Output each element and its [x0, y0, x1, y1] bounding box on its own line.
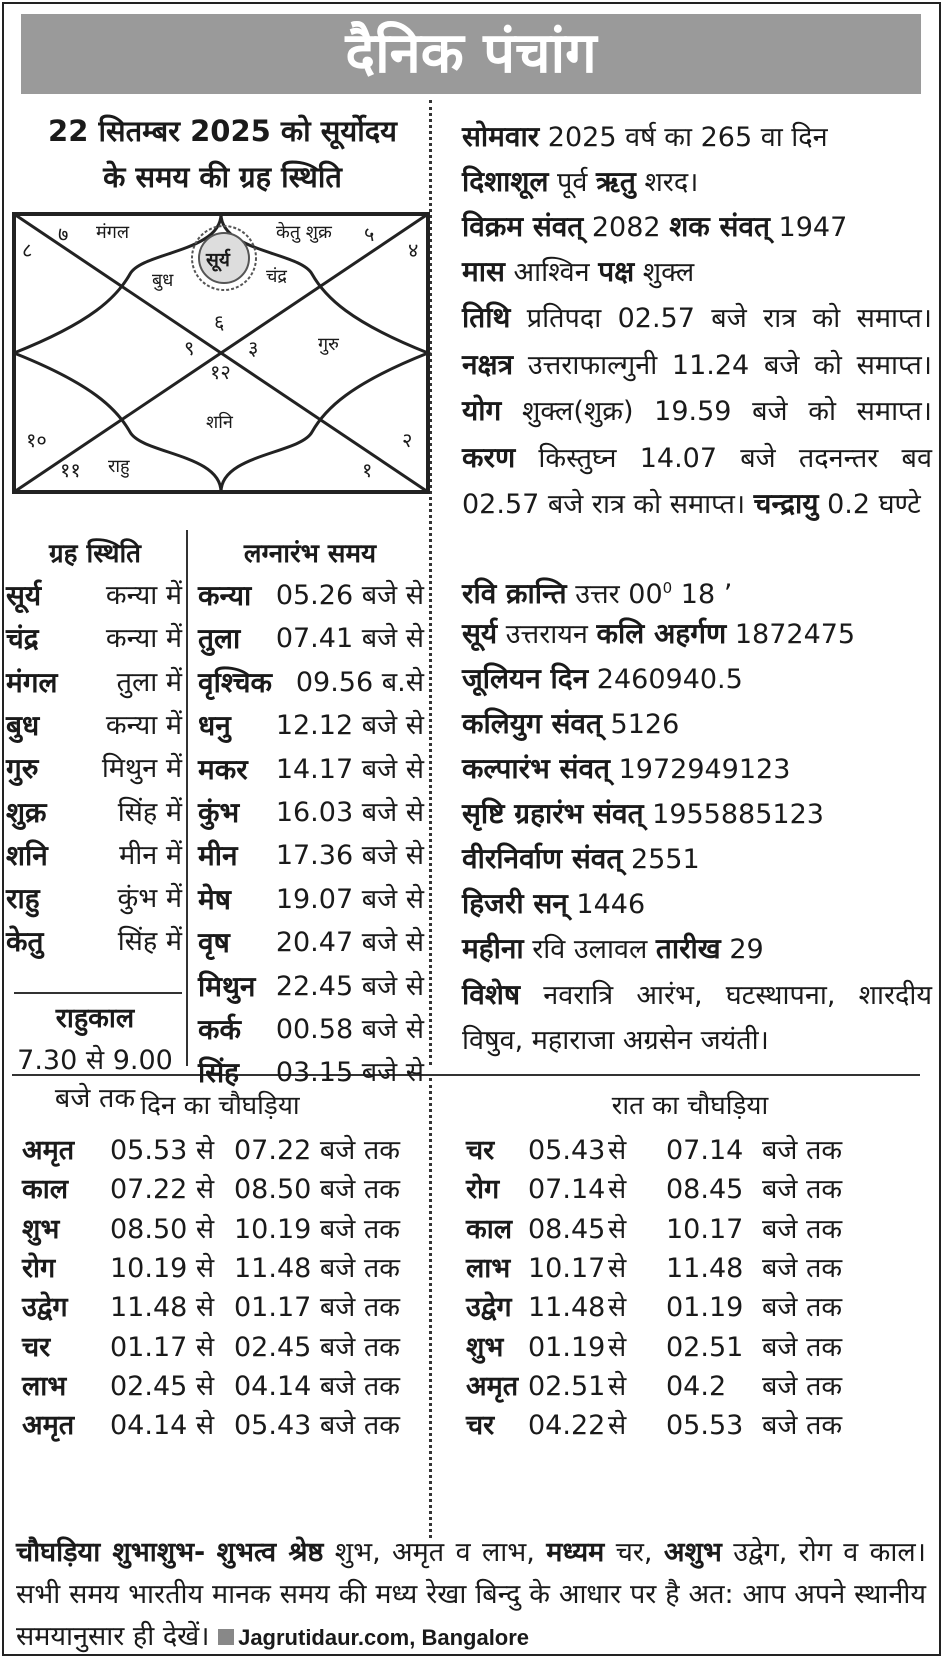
choghadiya-se: से [608, 1174, 627, 1206]
lagna-time: 09.56 ब.से [295, 666, 424, 698]
info-vaar: सोमवार 2025 वर्ष का 265 वा दिन [462, 120, 828, 153]
lagna-row [198, 748, 424, 792]
house-number-10: १० [26, 428, 47, 452]
choghadiya-from: 07.14 [528, 1174, 606, 1206]
lagna-row [198, 878, 424, 922]
graha-row [6, 791, 182, 835]
graha-position: मीन में [119, 839, 182, 871]
lagna-name: मिथुन [198, 969, 256, 1003]
choghadiya-to: 08.50 बजे तक [234, 1174, 401, 1206]
choghadiya-until: बजे तक [762, 1252, 843, 1284]
rahukal-time: 7.30 से 9.00 [17, 1045, 173, 1076]
choghadiya-name: रोग [22, 1252, 56, 1284]
info-veer: वीरनिर्वाण संवत् 2551 [462, 842, 700, 875]
lagna-heading: लग्नारंभ समय [243, 539, 377, 569]
lagna-name: कुंभ [198, 796, 240, 829]
lagna-name: वृष [198, 926, 230, 960]
choghadiya-until: बजे तक [762, 1331, 843, 1363]
choghadiya-se: से [608, 1135, 627, 1166]
lagna-name: तुला [198, 622, 241, 656]
graha-name: बुध [6, 708, 40, 742]
planet-budh: बुध [152, 270, 174, 291]
graha-position: तुला में [116, 666, 182, 698]
choghadiya-from: 05.53 से [110, 1135, 215, 1166]
planet-guru: गुरु [318, 334, 339, 355]
choghadiya-to: 07.22 बजे तक [234, 1135, 401, 1166]
rahukal-title: राहुकाल [55, 1003, 135, 1034]
lagna-time: 17.36 बजे से [275, 840, 424, 872]
choghadiya-from: 02.45 से [110, 1370, 215, 1402]
rahukal-until: बजे तक [54, 1083, 136, 1114]
graha-row [6, 747, 182, 791]
house-number-9: ९ [184, 336, 195, 360]
graha-name: केतु [6, 925, 44, 959]
info-julian: जूलियन दिन 2460940.5 [462, 662, 743, 695]
lagna-row [198, 921, 424, 965]
choghadiya-until: बजे तक [762, 1174, 843, 1206]
choghadiya-name: उद्वेग [466, 1292, 512, 1324]
planet-surya: सूर्य [206, 249, 230, 271]
kundli-chart [12, 212, 452, 510]
night-choghadiya-row [466, 1405, 906, 1446]
choghadiya-from: 08.45 [528, 1213, 606, 1245]
info-hijri: हिजरी सन् 1446 [462, 887, 646, 920]
graha-row [6, 920, 182, 964]
info-ahargan: सूर्य उत्तरायन कलि अहर्गण 1872475 [462, 617, 856, 650]
night-choghadiya-row [466, 1327, 906, 1368]
house-number-8: ८ [22, 238, 33, 262]
chart-title-line2: के समय की ग्रह स्थिति [103, 160, 342, 194]
info-samvat: विक्रम संवत् 2082 शक संवत् 1947 [462, 210, 848, 243]
choghadiya-from: 07.22 से [110, 1174, 215, 1206]
choghadiya-name: अमृत [22, 1135, 75, 1166]
choghadiya-name: चर [466, 1410, 495, 1442]
info-kaliyug: कलियुग संवत् 5126 [462, 707, 680, 740]
day-choghadiya-heading: दिन का चौघड़िया [140, 1091, 300, 1121]
divider [186, 530, 188, 1066]
info-srishti: सृष्टि ग्रहारंभ संवत् 1955885123 [462, 797, 824, 830]
day-choghadiya-row [22, 1327, 422, 1368]
choghadiya-from: 02.51 [528, 1370, 606, 1402]
house-number-1: १ [362, 458, 373, 482]
lagna-row [198, 965, 424, 1009]
choghadiya-se: से [608, 1370, 627, 1402]
choghadiya-name: काल [466, 1213, 513, 1245]
choghadiya-to: 01.19 [666, 1292, 744, 1324]
choghadiya-to: 05.43 बजे तक [234, 1410, 401, 1442]
graha-name: मंगल [6, 665, 58, 699]
choghadiya-to: 11.48 बजे तक [234, 1252, 401, 1284]
night-choghadiya-row [466, 1248, 906, 1289]
page-title: दैनिक पंचांग [21, 14, 921, 94]
house-number-12: १२ [210, 360, 231, 384]
house-number-2: २ [402, 428, 413, 452]
lagna-name: मीन [198, 839, 238, 873]
footer-note: चौघड़िया शुभाशुभ- शुभत्व श्रेष्ठ शुभ, अमृत व लाभ, मध्यम चर, अशुभ उद्वेग, रोग व काल। सभी समय भारतीय मानक समय की मध्य रेखा बिन्दु के आधार पर है अत: आप अपने स्थानीय समयानुसार ही देखें। Jagrutidaur.com, Bangalore [16, 1537, 926, 1652]
choghadiya-name: शुभ [22, 1213, 60, 1245]
credit: Jagrutidaur.com, Bangalore [218, 1625, 529, 1650]
choghadiya-name: शुभ [466, 1331, 504, 1363]
graha-position: कन्या में [105, 709, 182, 741]
chart-title-line1: 22 सितम्बर 2025 को सूर्योदय [48, 114, 397, 148]
choghadiya-to: 02.45 बजे तक [234, 1331, 401, 1363]
lagna-name: धनु [198, 709, 231, 743]
graha-name: शनि [6, 838, 48, 872]
choghadiya-to: 04.2 [666, 1370, 727, 1402]
info-kalp: कल्पारंभ संवत् 1972949123 [462, 752, 791, 785]
choghadiya-to: 01.17 बजे तक [234, 1292, 401, 1324]
choghadiya-until: बजे तक [762, 1135, 843, 1166]
choghadiya-name: चर [466, 1135, 495, 1166]
divider [14, 992, 182, 994]
info-dishashool: दिशाशूल पूर्व ऋतु शरद। [462, 165, 699, 198]
lagna-time: 22.45 बजे से [275, 970, 424, 1002]
graha-name: राहु [6, 882, 40, 916]
lagna-time: 14.17 बजे से [275, 753, 424, 785]
choghadiya-to: 10.19 बजे तक [234, 1213, 401, 1245]
planet-chandra: चंद्र [266, 266, 287, 287]
choghadiya-until: बजे तक [762, 1370, 843, 1402]
choghadiya-to: 07.14 [666, 1135, 744, 1166]
planet-shani: शनि [206, 412, 233, 433]
day-choghadiya-row [22, 1248, 422, 1289]
planet-ketu-shukra: केतु शुक्र [276, 222, 332, 243]
choghadiya-from: 11.48 से [110, 1292, 215, 1324]
graha-name: शुक्र [6, 795, 47, 829]
lagna-time: 07.41 बजे से [275, 623, 424, 655]
graha-row [6, 877, 182, 921]
night-choghadiya-row [466, 1366, 906, 1407]
lagna-name: कर्क [198, 1013, 242, 1046]
info-mahina: महीना रवि उलावल तारीख 29 [462, 932, 764, 965]
info-maas: मास आश्विन पक्ष शुक्ल [462, 255, 695, 288]
day-choghadiya-row [22, 1130, 422, 1171]
lagna-row [198, 617, 424, 661]
info-vishesh: विशेष नवरात्रि आरंभ, घटस्थापना, शारदीय विषुव, महाराजा अग्रसेन जयंती। [462, 978, 933, 1056]
choghadiya-from: 01.19 [528, 1331, 606, 1363]
choghadiya-se: से [608, 1331, 627, 1363]
lagna-time: 19.07 बजे से [275, 883, 424, 915]
lagna-row [198, 704, 424, 748]
choghadiya-name: रोग [466, 1174, 500, 1206]
lagna-row [198, 574, 424, 618]
choghadiya-se: से [608, 1410, 627, 1442]
day-choghadiya-row [22, 1405, 422, 1446]
night-choghadiya-row [466, 1287, 906, 1328]
choghadiya-name: काल [22, 1174, 69, 1206]
choghadiya-name: उद्वेग [22, 1292, 68, 1324]
choghadiya-to: 10.17 [666, 1213, 744, 1245]
graha-name: चंद्र [6, 622, 39, 656]
choghadiya-to: 02.51 [666, 1331, 744, 1363]
choghadiya-to: 11.48 [666, 1252, 744, 1284]
lagna-time: 00.58 बजे से [275, 1014, 424, 1045]
choghadiya-from: 04.22 [528, 1410, 606, 1442]
choghadiya-to: 04.14 बजे तक [234, 1370, 401, 1402]
lagna-time: 12.12 बजे से [275, 710, 424, 742]
graha-name: गुरु [6, 752, 39, 786]
day-choghadiya-row [22, 1169, 422, 1210]
choghadiya-from: 11.48 [528, 1292, 606, 1324]
graha-position: सिंह में [117, 926, 182, 958]
graha-row [6, 834, 182, 878]
night-choghadiya-row [466, 1209, 906, 1250]
lagna-name: मेष [198, 882, 231, 916]
choghadiya-from: 10.19 से [110, 1252, 215, 1284]
lagna-name: वृश्चिक [198, 665, 273, 699]
choghadiya-to: 05.53 [666, 1410, 744, 1442]
choghadiya-from: 01.17 से [110, 1331, 215, 1363]
graha-row [6, 574, 182, 618]
lagna-name: मकर [198, 752, 248, 786]
info-tithi-paragraph: तिथि प्रतिपदा 02.57 बजे रात्र को समाप्त। नक्षत्र उत्तराफाल्गुनी 11.24 बजे को समाप्त। योग शुक्ल(शुक्र) 19.59 बजे को समाप्त। करण किस्तुघ्न 14.07 बजे तदनन्तर बव 02.57 बजे रात्र को समाप्त। चन्द्रायु 0.2 घण्टे [462, 301, 932, 520]
house-number-6: ६ [214, 310, 225, 334]
lagna-row [198, 791, 424, 835]
choghadiya-name: अमृत [22, 1410, 75, 1442]
house-number-4: ४ [408, 238, 419, 262]
house-number-11: ११ [60, 458, 81, 482]
column-divider [429, 1078, 432, 1538]
lagna-name: सिंह [198, 1056, 240, 1090]
lagna-time: 03.15 बजे से [275, 1057, 424, 1089]
graha-position: कन्या में [105, 623, 182, 655]
choghadiya-se: से [608, 1292, 627, 1324]
choghadiya-until: बजे तक [762, 1213, 843, 1245]
choghadiya-from: 10.17 [528, 1252, 606, 1284]
choghadiya-name: लाभ [22, 1370, 67, 1402]
house-number-5: ५ [364, 222, 375, 246]
night-choghadiya-row [466, 1169, 906, 1210]
day-choghadiya-row [22, 1366, 422, 1407]
night-choghadiya-heading: रात का चौघड़िया [611, 1091, 769, 1121]
lagna-row [198, 1008, 424, 1052]
graha-position: कुंभ में [117, 883, 182, 915]
graha-name: सूर्य [6, 579, 42, 612]
choghadiya-from: 08.50 से [110, 1213, 215, 1245]
choghadiya-se: से [608, 1252, 627, 1284]
choghadiya-name: चर [22, 1331, 51, 1363]
house-number-7: ७ [58, 222, 69, 246]
graha-row [6, 704, 182, 748]
planet-rahu: राहु [108, 456, 130, 477]
choghadiya-se: से [608, 1213, 627, 1245]
choghadiya-name: लाभ [466, 1252, 511, 1284]
graha-position: सिंह में [117, 796, 182, 828]
info-kranti: रवि क्रान्ति उत्तर $00^0$ 18 ’ [462, 577, 733, 610]
graha-position: मिथुन में [101, 753, 182, 785]
lagna-row [198, 834, 424, 878]
graha-position: कन्या में [105, 580, 182, 611]
choghadiya-until: बजे तक [762, 1292, 843, 1324]
choghadiya-name: अमृत [466, 1370, 519, 1402]
day-choghadiya-row [22, 1209, 422, 1250]
lagna-time: 05.26 बजे से [275, 580, 424, 611]
graha-row [6, 661, 182, 705]
night-choghadiya-row [466, 1130, 906, 1171]
choghadiya-from: 04.14 से [110, 1410, 215, 1442]
planet-mangal: मंगल [96, 222, 130, 243]
day-choghadiya-row [22, 1287, 422, 1328]
choghadiya-until: बजे तक [762, 1410, 843, 1442]
lagna-name: कन्या [198, 579, 252, 612]
graha-row [6, 617, 182, 661]
choghadiya-from: 05.43 [528, 1135, 606, 1166]
graha-heading: ग्रह स्थिति [48, 539, 142, 569]
lagna-time: 20.47 बजे से [275, 927, 424, 959]
lagna-row [198, 661, 424, 705]
choghadiya-to: 08.45 [666, 1174, 744, 1206]
house-number-3: ३ [248, 336, 259, 360]
lagna-time: 16.03 बजे से [275, 797, 424, 828]
